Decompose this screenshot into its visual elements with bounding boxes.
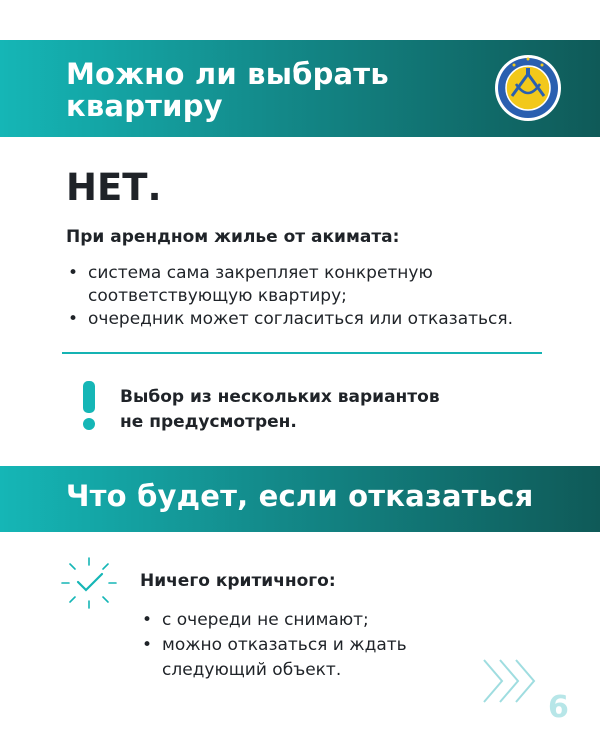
- bullet-dot-icon: •: [68, 309, 79, 329]
- bullet-dot-icon: •: [142, 610, 153, 630]
- bullet-dot-icon: •: [68, 263, 79, 283]
- answer-text: НЕТ.: [66, 166, 162, 209]
- section-divider: [62, 352, 542, 354]
- list-item-text: очередник может согласиться или отказаться.: [88, 309, 514, 329]
- section2-list: [140, 608, 470, 683]
- rental-list: [66, 262, 566, 331]
- list-item: [140, 633, 470, 683]
- exclamation-icon: [80, 381, 98, 431]
- list-item-text: с очереди не снимают;: [162, 610, 369, 630]
- checkmark-icon: [60, 556, 118, 610]
- list-item: [66, 308, 566, 331]
- section2-title: Что будет, если отказаться: [66, 479, 534, 513]
- section2-heading: Ничего критичного:: [140, 571, 336, 591]
- section2-banner: [0, 466, 600, 532]
- list-item: [66, 262, 566, 308]
- page-number: 6: [548, 690, 569, 725]
- chevron-arrows-icon: [482, 656, 546, 706]
- list-item-text: система сама закрепляет конкретную соответствующую квартиру;: [88, 263, 433, 306]
- list-item-text: можно отказаться и ждать следующий объект.: [162, 635, 407, 680]
- regional-emblem-icon: [494, 54, 562, 122]
- bullet-dot-icon: •: [142, 635, 153, 655]
- page-title: Можно ли выбрать квартиру: [66, 57, 389, 123]
- list-item: [140, 608, 470, 633]
- rental-heading: При арендном жилье от акимата:: [66, 227, 400, 247]
- note-text: Выбор из нескольких вариантов не предусмотрен.: [120, 387, 440, 432]
